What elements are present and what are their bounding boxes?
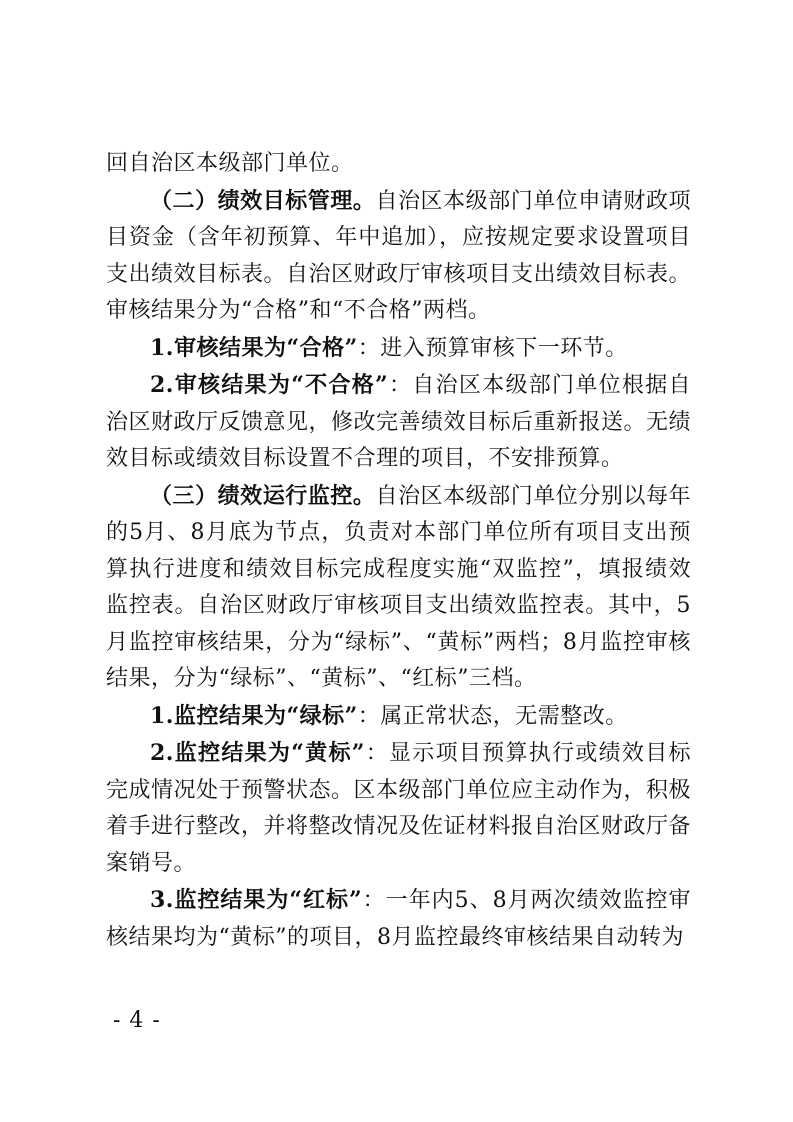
paragraph-text: ：显示项目预算执行或绩效目标完成情况处于预警状态。区本级部门单位应主动作为，积极着手进行整改，并将整改情况及佐证材料报自治区财政厅备案销号。 [106,741,692,876]
paragraph-text: ：自治区本级部门单位根据自治区财政厅反馈意见，修改完善绩效目标后重新报送。无绩效目标或绩效目标设置不合理的项目，不安排预算。 [106,373,692,471]
page-number: - 4 - [113,1008,161,1033]
paragraph [106,478,691,698]
paragraph [106,735,691,882]
paragraph-text: 自治区本级部门单位分别以每年的5月、8月底为节点，负责对本部门单位所有项目支出预算执行进度和绩效目标完成程度实施“双监控”，填报绩效监控表。自治区财政厅审核项目支出绩效监控表。其中，5月监控审核结果，分为“绿标”、“黄标”两档；8月监控审核结果，分为“绿标”、“黄标”、“红标”三档。 [106,483,691,691]
paragraph [106,698,691,736]
paragraph-text: 自治区本级部门单位申请财政项目资金（含年初预算、年中追加），应按规定要求设置项目支出绩效目标表。自治区财政厅审核项目支出绩效目标表。审核结果分为“合格”和“不合格”两档。 [106,188,692,323]
body-text [106,145,691,956]
section-heading: （二）绩效目标管理。 [150,187,376,214]
paragraph-text: ：一年内5、8月两次绩效监控审核结果均为“黄标”的项目，8月监控最终审核结果自动转为 [106,888,691,950]
paragraph [106,145,691,183]
item-heading: 1.监控结果为“绿标” [150,702,358,729]
item-heading: 2.审核结果为“不合格” [150,372,389,398]
paragraph-text: ：属正常状态，无需整改。 [357,703,628,729]
paragraph-text: 回自治区本级部门单位。 [106,151,354,176]
section-heading: （三）绩效运行监控。 [150,482,376,509]
item-heading: 1.审核结果为“合格” [150,334,358,361]
item-heading: 3.监控结果为“红标” [150,887,363,913]
paragraph [106,330,691,368]
paragraph [106,882,691,956]
paragraph-text: ：进入预算审核下一环节。 [357,335,628,361]
item-heading: 2.监控结果为“黄标” [150,740,365,766]
paragraph [106,367,691,478]
paragraph [106,183,691,330]
